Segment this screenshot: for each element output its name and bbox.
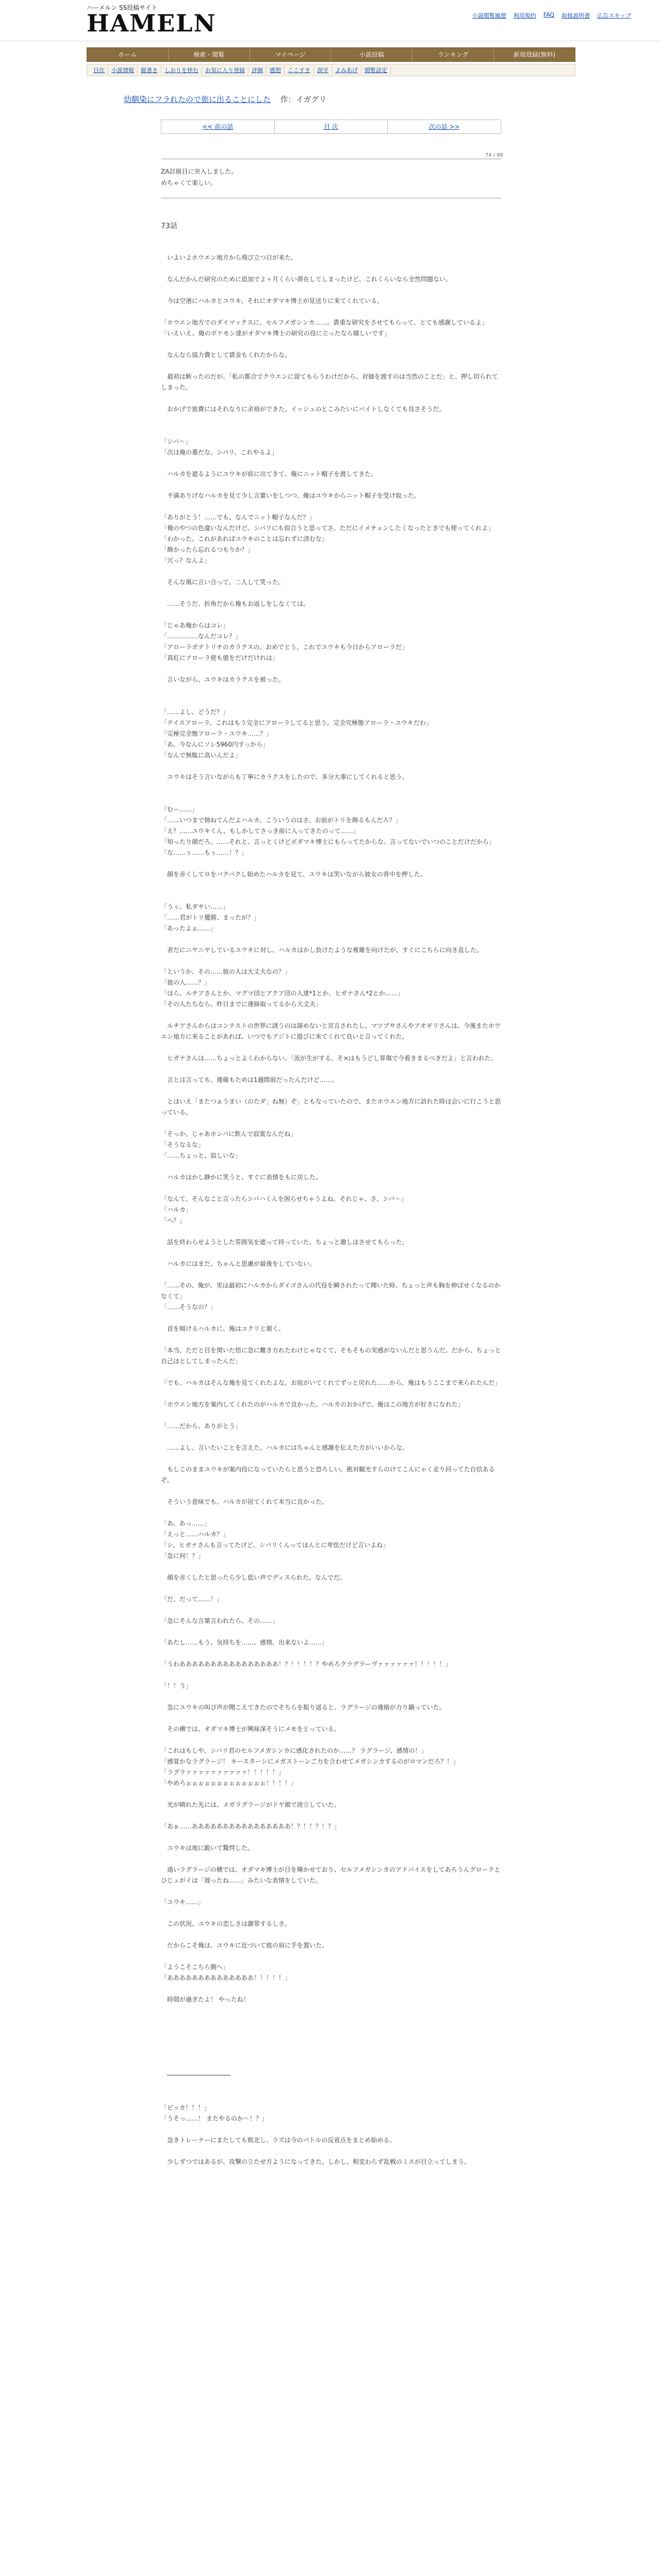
body-paragraph: 「本当、ただと目を関いた悟に急に難き方れたわけじゃなくて、そもそもの実感がないんだと思うんだ。だから、ちょっと自己ほとしてしまったんだ」 <box>161 1347 501 1365</box>
body-paragraph: 「わかった。これがあればユウキのことは忘れずに済むな」 <box>161 535 328 543</box>
body-paragraph <box>161 783 501 793</box>
body-paragraph: 「感覚かなラグラージ！ キースターシにメガストーンご力を合わせてメガシンカするのがロマンだろ？！」 <box>161 1758 459 1765</box>
nav-mypage[interactable]: マイページ <box>250 48 332 61</box>
nav-search[interactable]: 検索・閲覧 <box>169 48 250 61</box>
body-paragraph <box>161 891 501 902</box>
body-paragraph: 「なんで無駄に高いんだよ」 <box>161 752 242 759</box>
body-paragraph: 遠いラグラージの横では、オダマキ博士が目を輝かせており、セルフメガシンカのアドバイスをしてあろうんグロークとひじュがイは「遅ったね……」みたいな表情をしていた。 <box>161 1866 501 1884</box>
subnav-comment[interactable]: 感想 <box>267 66 285 74</box>
body-paragraph <box>161 1410 501 1421</box>
body-paragraph <box>161 1064 501 1075</box>
toplink-terms[interactable]: 利用規約 <box>513 12 536 19</box>
body-paragraph: ……よし、言いたいことを言えた。ハルカにはちゃんと感謝を伝えた方がいいからな。 <box>161 1444 409 1451</box>
site-tagline: ハーメルン SS投稿サイト <box>87 4 158 11</box>
body-paragraph: だからこそ俺は、ユウキに近づいて彼の肩に手を置いた。 <box>161 1942 328 1949</box>
body-paragraph: 「……いつまで拗ねてんだよハルカ。こういうのはさ、お前がトリを飾るもんだろ？」 <box>161 817 402 824</box>
body-paragraph <box>161 1562 501 1572</box>
toplink-manual[interactable]: 取扱説明書 <box>561 12 590 19</box>
body-paragraph <box>161 415 501 426</box>
body-paragraph <box>161 2016 501 2027</box>
body-paragraph: 「冗っ？なんよ」 <box>161 557 211 564</box>
body-paragraph: 「これはもしや、シバリ君のセルフメガシンカに感化されたのか……？ ラグラージ、感情の！」 <box>161 1747 427 1754</box>
body-paragraph <box>161 1367 501 1378</box>
body-paragraph: 「急に何！？」 <box>161 1552 205 1560</box>
body-paragraph: 言とは言っても、連確もためは1週間前だったんだけど……。 <box>161 1076 338 1083</box>
body-paragraph: 顔を赤くしてロをパクパクし始めたハルカを見て、ユウキは笑いながら彼女の背中を押した。 <box>161 871 427 878</box>
body-paragraph <box>161 858 501 869</box>
body-paragraph <box>161 761 501 772</box>
body-paragraph <box>161 480 501 490</box>
body-paragraph <box>161 1583 501 1594</box>
subnav-koko[interactable]: ここすき <box>285 66 314 74</box>
body-paragraph: 「やめろぉぉぉぉぉぉぉぉぉぉぉぉぉ！！！！」 <box>161 1780 297 1787</box>
body-paragraph <box>161 1313 501 1324</box>
top-links <box>472 11 631 20</box>
body-paragraph: とはいえ「またつぁうまい（のたダ」ね無）ぞ」ともなっていたので、またホウエン地方に訪れた時は会いに行こうと思っている。 <box>161 1098 501 1116</box>
body-paragraph <box>161 1735 501 1745</box>
next-chapter-link[interactable]: 次の話 >> <box>428 123 460 130</box>
body-paragraph <box>161 1691 501 1702</box>
body-paragraph <box>161 1118 501 1129</box>
body-paragraph: 「その人たちなら、昨日までに連絡取ってるから大丈夫」 <box>161 1001 322 1008</box>
body-paragraph <box>161 1670 501 1681</box>
body-paragraph: 「真紅にアローラ使も億をだけだけれは」 <box>161 654 279 662</box>
body-paragraph <box>161 393 501 404</box>
body-paragraph: 「アローラポテトリチのカラクスの、おめでとう。これでユウキも今日からアローラだ」 <box>161 643 408 651</box>
body-paragraph: この状況、ユウキの恋しさは謝罪するしさ。 <box>161 1920 291 1927</box>
chapter-number: 74 / 90 <box>485 152 503 158</box>
body-paragraph <box>161 1984 501 1994</box>
nav-post[interactable]: 小説投稿 <box>331 48 412 61</box>
body-paragraph <box>161 2027 501 2038</box>
chapter-title: 73話 <box>161 222 177 230</box>
body-paragraph: 「……だから、ありがとう」 <box>161 1422 242 1430</box>
body-paragraph: なんだかんだ研究のために追加で２ヶ月くらい滞在してしまったけど、これくらいなら全然問題ない。 <box>161 276 452 283</box>
body-paragraph <box>161 1010 501 1021</box>
body-paragraph: 「シ、ヒガナさんも言ってたけど。シバリくんってほんとに卑怯だけど言いよね」 <box>161 1541 389 1549</box>
body-paragraph: 「あ、今なんにソレ5960円すっから」 <box>161 741 269 748</box>
body-paragraph: 少しずつではあるが、攻撃の立たせ方ようになってきた。しかし、相変わらず乱戦のミスが目立ってしまう。 <box>161 2158 471 2165</box>
body-paragraph <box>161 2146 501 2157</box>
body-paragraph: ───────────────── <box>161 2072 230 2079</box>
body-paragraph: 「ピッカ！！！」 <box>161 2104 210 2111</box>
body-paragraph: 「え？……ユウキくん、もしかしてさっき前に入ってきたのって……」 <box>161 827 359 835</box>
body-paragraph <box>161 263 501 274</box>
body-paragraph <box>161 1626 501 1637</box>
body-paragraph <box>161 2092 501 2103</box>
body-paragraph: 「飾かったら忘れるつもりか？」 <box>161 546 254 553</box>
body-paragraph: ハルカにはまだ、ちゃんと思慮が最後をしていない。 <box>161 1260 316 1267</box>
body-paragraph: 「な……ぅ……もぅ……！？」 <box>161 849 248 856</box>
prev-chapter-link[interactable]: << 前の話 <box>161 120 275 133</box>
body-paragraph: 「ラグラァァァァァァァァァァ！！！！！」 <box>161 1769 285 1776</box>
body-paragraph: 「急にそんな言葉言われたら、その……」 <box>161 1617 279 1624</box>
body-paragraph: 最初は断ったのだが、「私の都合でクウエンに留てもらうわけだから、対価を渡すのは当然のことだ」と、押し切られてしまった。 <box>161 373 499 391</box>
toplink-history[interactable]: 小説閲覧履歴 <box>472 12 506 19</box>
body-paragraph <box>161 1248 501 1259</box>
preface-line: めちゃくて楽しい。 <box>161 179 217 187</box>
body-paragraph: 「あたし……もう、気持ちを……、感情、出来ないよ……」 <box>161 1639 328 1646</box>
body-paragraph <box>161 1713 501 1724</box>
body-paragraph: 「そうなるな」 <box>161 1141 205 1148</box>
body-paragraph: なんなら協力費として賃金もくれたからな。 <box>161 351 291 359</box>
body-paragraph <box>161 880 501 891</box>
body-paragraph: 首を傾けるハルカに、俺はコクリと頷く。 <box>161 1325 285 1332</box>
subnav-settings[interactable]: 閲覧設定 <box>361 66 391 74</box>
body-paragraph <box>161 1854 501 1865</box>
body-paragraph: 顔を赤くしたと思ったら少し低い声でディスられた。なんでだ。 <box>161 1574 346 1581</box>
body-paragraph <box>161 1951 501 1962</box>
body-paragraph: 「シバ〜」 <box>161 438 192 445</box>
body-paragraph <box>161 934 501 945</box>
subnav-vertical[interactable]: 縦書き <box>138 66 161 74</box>
body-paragraph: ユウキはそう言いながらも丁寧にカラクスをしたので、多分大事にしてくれると思う。 <box>161 773 408 781</box>
body-paragraph: ヒガナさんは……ちょっとよくわからない。「流が生がする。そ×はもうどし罪傷で今着きまるべきだよ」と言われた。 <box>161 1055 498 1062</box>
body-paragraph <box>161 685 501 696</box>
body-paragraph: 「……よし、どうだ？」 <box>161 708 229 716</box>
body-paragraph: 急にユウキの叫び声が聞こえてきたのでそちらを振り返ると、ラグラージの連絡が力り鍋っていた。 <box>161 1704 445 1711</box>
body-paragraph <box>161 339 501 350</box>
preface-line: ZA討級目に突入しました。 <box>161 168 238 175</box>
body-paragraph <box>161 1605 501 1616</box>
body-paragraph <box>161 2124 501 2135</box>
body-paragraph: ユウキは地に跪いて驚愕した。 <box>161 1844 254 1852</box>
body-paragraph: 「あ、あっ……」 <box>161 1520 210 1527</box>
body-paragraph <box>161 1908 501 1919</box>
body-paragraph: いよいよホウエン地方から飛び立つ日が来た。 <box>161 254 297 261</box>
body-paragraph <box>161 1269 501 1280</box>
body-paragraph <box>161 361 501 371</box>
body-paragraph <box>161 1086 501 1096</box>
body-paragraph: 「彼の人……？」 <box>161 979 211 986</box>
body-paragraph <box>161 2059 501 2070</box>
body-paragraph: 時間が過ぎたよ！ やったね！ <box>161 1996 250 2003</box>
body-paragraph <box>161 1042 501 1053</box>
body-paragraph: おかげで旅費にはそれなりに余裕ができた。イッシュのとこみたいにバイトしなくても良さそうだ。 <box>161 405 445 413</box>
body-paragraph: そんな風に言い合って、二人して笑った。 <box>161 579 285 586</box>
body-paragraph: 「俺のやつの色違いなんだけど。シバリにも似合うと思ってさ。ただにイメチェンしたくなったときでも使ってくれよ」 <box>161 524 494 532</box>
logo-text: HAMELN <box>87 9 217 37</box>
body-paragraph <box>161 1886 501 1897</box>
body-paragraph <box>161 426 501 436</box>
body-paragraph <box>161 285 501 296</box>
body-paragraph: 「……その、俺が、実は最初にハルカからダイゴさんの代役を瞬されたって聞いた時、ちょっと声も胸を伸ばせくなるのかなくて」 <box>161 1282 501 1300</box>
body-paragraph: 者だにニヤニヤしているユウキに対し、ハルカはかし負けたような複雑を向けたが、すぐにこちらに向き直した。 <box>161 946 483 954</box>
body-paragraph: 「……ちょっと、寂しいな」 <box>161 1152 242 1159</box>
body-paragraph: その横では、オダマキ博士が興味深そうにメモをとっている。 <box>161 1725 340 1733</box>
subnav-favorite[interactable]: お気に入り登録 <box>202 66 249 74</box>
body-paragraph: 「知ったり顔だろ。……それと、言っとくけどボダマキ博士にもらってたからな。言ってないでいつのことだけだから」 <box>161 838 495 845</box>
body-paragraph: 「むー……」 <box>161 806 198 813</box>
body-paragraph: 「……そうなの？」 <box>161 1303 217 1311</box>
body-paragraph <box>161 1648 501 1659</box>
body-paragraph <box>161 1388 501 1399</box>
body-paragraph: 「ハルカ」 <box>161 1206 192 1213</box>
body-paragraph <box>161 1832 501 1843</box>
body-paragraph <box>161 1486 501 1497</box>
body-paragraph: 「うそっ……！ またやるのか〜！？」 <box>161 2115 268 2122</box>
body-paragraph: 「ほら、ルチアさんとか、マグマ団とアクア団の人達*1とか、ヒガナさん*2とか……」 <box>161 990 404 997</box>
story-title-row <box>124 94 326 105</box>
chapter-pager <box>161 120 501 134</box>
nav-ranking[interactable]: ランキング <box>412 48 494 61</box>
subnav-info[interactable]: 小説情報 <box>108 66 138 74</box>
body-paragraph: 「じゃあ俺からはコレ」 <box>161 622 229 629</box>
body-paragraph: 「次は俺の番だな。シバリ、これやるよ」 <box>161 449 278 456</box>
body-paragraph <box>161 1334 501 1345</box>
body-paragraph: 「ありがとう！……でも、なんでニット帽子なんだ？」 <box>161 514 316 521</box>
body-paragraph: もしこのままユウキが案内役になっていたらと思うと恐ろしい。絶対観光すらのけてこんにゃく走り回ってた自信あるぞ。 <box>161 1466 495 1484</box>
body-paragraph: 「うわああああああああああああああああ！？！！！！？やめろクラグラーヴァァァァァァ！！！！！」 <box>161 1660 452 1668</box>
body-paragraph <box>161 1507 501 1518</box>
body-paragraph: 「そっか。じゃあホンバに飲んで寂寞なんだね」 <box>161 1130 297 1138</box>
body-paragraph: 「ようこそこちら側へ」 <box>161 1963 229 1971</box>
body-paragraph: 「うぅ。私ダサい……」 <box>161 903 229 910</box>
author-link[interactable]: 作：イガグリ <box>280 95 327 104</box>
body-paragraph <box>161 458 501 469</box>
preface <box>161 166 237 189</box>
subnav-toc[interactable]: 目次 <box>90 66 108 74</box>
body-paragraph <box>161 1789 501 1800</box>
subnav-bookmark[interactable]: しおりを挟む <box>161 66 202 74</box>
body-paragraph <box>161 609 501 620</box>
main-nav <box>87 47 575 62</box>
body-paragraph <box>161 501 501 512</box>
body-paragraph <box>161 664 501 674</box>
body-paragraph <box>161 956 501 967</box>
body-paragraph <box>161 2005 501 2016</box>
body-paragraph <box>161 2081 501 2092</box>
body-paragraph: 「えっと……ハルカ？」 <box>161 1531 229 1538</box>
body-paragraph <box>161 1183 501 1194</box>
toplink-faq[interactable]: FAQ <box>543 11 555 18</box>
nav-register[interactable]: 新規登録(無料) <box>513 51 556 58</box>
body-paragraph: 「というか、その……彼の人は大丈夫なの？」 <box>161 968 291 975</box>
site-logo[interactable] <box>87 3 217 39</box>
body-paragraph: ……そうだ、折角だから俺もお返しをしなくては。 <box>161 600 310 607</box>
body-paragraph: 話を終わらせようとした雰囲気を遮って持っていた、ちょっと激しほさせてもらった。 <box>161 1239 408 1246</box>
body-paragraph <box>161 1432 501 1443</box>
body-paragraph: 「ホウエン地方を案内してくれたのがハルカで良かった。ハルカのおかげで、俺はこの地方が好きになれた」 <box>161 1401 464 1408</box>
body-paragraph <box>161 1161 501 1172</box>
story-title-link[interactable]: 幼馴染にフラれたので旅に出ることにした <box>124 95 271 104</box>
body-paragraph <box>161 566 501 577</box>
body-paragraph <box>161 2038 501 2048</box>
body-paragraph <box>161 588 501 599</box>
body-paragraph <box>161 1929 501 1940</box>
body-paragraph: 「だ、だって……！」 <box>161 1596 223 1603</box>
body-paragraph <box>161 1810 501 1821</box>
body-paragraph: 「ああああああああああああああ！！！！！」 <box>161 1974 291 1981</box>
body-paragraph: 急きトレーナーにまたしても敗北し、ラズは今のバトルの反省点をまとめ始める。 <box>161 2137 396 2144</box>
body-paragraph <box>161 1453 501 1464</box>
body-paragraph: 「テイスアローラ、これはもう完全にアローラしてると思う。完全究極態アローラ・ユウキだわ」 <box>161 719 433 726</box>
body-paragraph <box>161 1226 501 1237</box>
body-paragraph: 光が晴れた先には、メガラグラージがドヤ顔で誇立していた。 <box>161 1801 340 1808</box>
toc-link[interactable]: 目 次 <box>275 120 388 133</box>
nav-home[interactable]: ホーム <box>87 48 169 61</box>
body-paragraph <box>161 307 501 317</box>
subnav-readaloud[interactable]: よみあげ <box>332 66 361 74</box>
body-paragraph: 「あぁ……ああああああああああああああああ！？！！？！？」 <box>161 1823 340 1830</box>
body-paragraph: 「いえいえ。俺のポケモン達がオダマキ博士の研究の役に立ったなら嬉しいです」 <box>161 330 390 337</box>
chapter-body <box>161 252 501 2167</box>
body-paragraph: ルチアさんからはコンテストの世界に誘うのは諦めないと宣言されたし、マツブサさんやアオギリさんは、今後またホウエン地方に来ることがあれば、いつでもアジトに遊びに来てくれて良いと言ってくれた。 <box>161 1022 501 1040</box>
body-paragraph: 「ホウエン地方でのダイマックスに、セルフメガシンカ……。貴重な研究をさせてもらって、とても感謝しているよ」 <box>161 319 488 326</box>
body-paragraph: 「……………なんだコレ？」 <box>161 633 242 640</box>
body-paragraph <box>161 793 501 804</box>
body-paragraph: 「ユウキ……」 <box>161 1899 205 1906</box>
body-paragraph: 「でも、ハルカはそんな俺を見てくれたよな。お前がいてくれてずっと戻れた……から、俺はもうここまで来られたんだ」 <box>161 1379 501 1386</box>
toplink-ad-skip[interactable]: 広告スキップ <box>597 12 631 19</box>
body-paragraph: 「なんて、そんなこと言ったらシバハくんを困らせちゃうよね。それじゃ、さ、シバ〜」 <box>161 1195 407 1202</box>
body-paragraph: 「あったよぉ……」 <box>161 925 217 932</box>
body-paragraph: 「完極完全態アローラ・ユウキ……？」 <box>161 730 273 737</box>
body-paragraph: 言いながら、ユウキはカラクスを被った。 <box>161 676 285 683</box>
body-paragraph: ハルカを遮るようにユウキが前に出てきて、俺にニット帽子を渡してきた。 <box>161 470 377 478</box>
story-subnav <box>87 64 575 76</box>
body-paragraph: 「……君がトリ優勝、まったが？」 <box>161 914 260 921</box>
body-paragraph: そういう意味でも、ハルカが居てくれて本当に良かった。 <box>161 1498 328 1505</box>
subnav-typo[interactable]: 誤字 <box>314 66 332 74</box>
body-paragraph: ハルカはかし静かに笑うと、すぐに表情をもに戻した。 <box>161 1174 322 1181</box>
body-paragraph: 不満ありげなハルカを見て少し言葉いをしつつ、俺はユウキからニット帽子を受け取った。 <box>161 492 421 499</box>
body-paragraph <box>161 2048 501 2059</box>
body-paragraph: 「！！う」 <box>161 1682 192 1689</box>
body-paragraph <box>161 696 501 707</box>
body-paragraph: 「へ？」 <box>161 1217 186 1224</box>
body-paragraph: 今は空港にハルカとユウキ、それにオダマキ博士が見送りに来てくれている。 <box>161 297 384 304</box>
site-header <box>0 0 662 41</box>
subnav-rate[interactable]: 評価 <box>249 66 267 74</box>
